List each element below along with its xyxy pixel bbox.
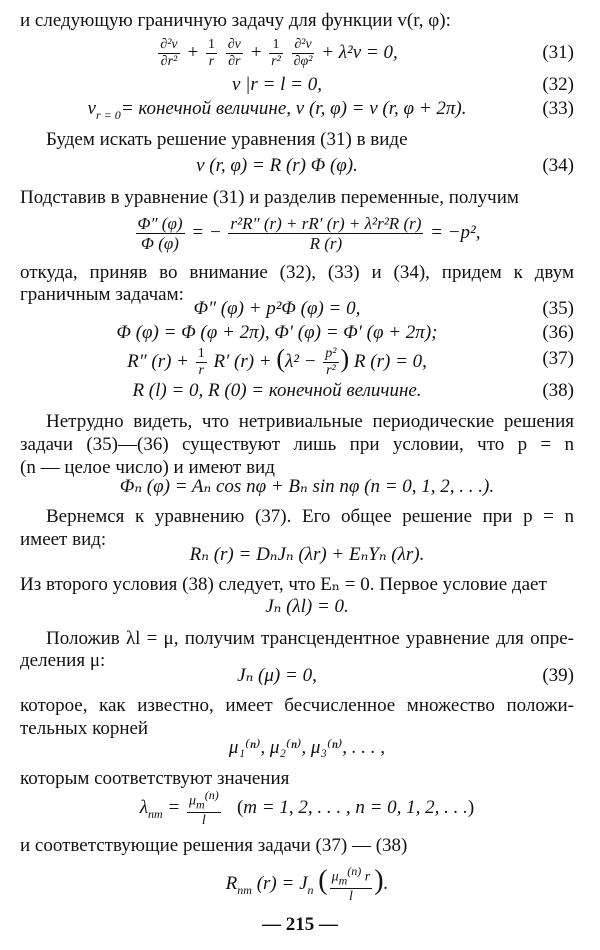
text-line: Будем искать решение уравнения (31) в виде	[46, 129, 408, 150]
text-line: которое, как известно, имеет бесчисленное множество положи-	[20, 695, 574, 716]
equation-33: $v_{r = 0}=$ конечной величине, v (r, φ) = v (r, φ + 2π). (33)	[40, 94, 574, 124]
equation-number: (32)	[542, 74, 574, 95]
text-line: тельных корней	[20, 718, 149, 739]
text-line: Вернемся к уравнению (37). Его общее решение при p = n	[46, 506, 574, 527]
equation-38: R (l) = 0, R (0) = конечной величине. (38)	[40, 376, 574, 406]
text-line: (n — целое число) и имеют вид	[20, 457, 275, 478]
equation-roots: μ₁⁽ⁿ⁾, μ₂⁽ⁿ⁾, μ₃⁽ⁿ⁾, . . . ,	[228, 737, 386, 758]
equation-number: (31)	[542, 42, 574, 63]
equation-32: v |r = l = 0, (32)	[40, 70, 574, 100]
text-line: Из второго условия (38) следует, что Eₙ = 0. Первое условие дает	[20, 574, 547, 595]
equation-number: (35)	[542, 298, 574, 319]
text-line: которым соответствуют значения	[20, 768, 290, 789]
equation-number: (33)	[542, 98, 574, 119]
text-line: граничным задачам:	[20, 284, 184, 305]
text-line: откуда, приняв во внимание (32), (33) и (34), придем к двум	[20, 262, 574, 283]
equation-35: Φ″ (φ) + p²Φ (φ) = 0, (35)	[40, 294, 574, 324]
equation-number: (37)	[542, 348, 574, 369]
text-line: Подставив в уравнение (31) и разделив переменные, получим	[20, 187, 519, 208]
text-line: задачи (35)—(36) существуют лишь при условии, что p = n	[20, 434, 574, 455]
equation-36: Φ (φ) = Φ (φ + 2π), Φ′ (φ) = Φ′ (φ + 2π); (36)	[40, 318, 574, 348]
equation-number: (39)	[542, 665, 574, 686]
equation-lambda-nm: $\lambda_{nm}$ = $\frac{\mu_m^{(n)}}{l}$ (m = 1, 2, . . . , n = 0, 1, 2, . . .)	[139, 788, 475, 828]
text-line: имеет вид:	[20, 529, 107, 550]
page-number: — 215 —	[262, 914, 338, 935]
equation-31: $\frac{\text{∂²v}}{\text{∂r²}}$ + $\frac{1}{r}$ $\frac{\partial v}{\partial r}$ + $\frac{1}{\text{r²}}$ $\frac{\text{∂²v}}{\text{∂φ²}}$ + λ²v = 0, (31)	[160, 37, 574, 70]
equation-separation: $\frac{\Phi'' (\varphi)}{\Phi (\varphi)}$ = − $\frac{\text{r²R″ (r) + rR′ (r) + λ²r²R (r)}}{R (r)}$ = −p²,	[137, 214, 481, 254]
equation-number: (38)	[542, 380, 574, 401]
equation-R-nm: $R_{nm}$ $(r) = J_n$ ( $\frac{\mu_m^{(n)} r}{l}$ ).	[225, 864, 389, 904]
equation-general-solution: Rₙ (r) = DₙJₙ (λr) + EₙYₙ (λr).	[189, 544, 425, 565]
equation-bessel-condition: Jₙ (λl) = 0.	[265, 596, 349, 617]
text-line: и соответствующие решения задачи (37) — (38)	[20, 835, 408, 856]
equation-37: R″ (r) + $\frac{1}{r}$ R′ (r) + (λ² − $\frac{\text{p²}}{\text{r²}}$ ) R (r) = 0, (37)	[40, 340, 574, 378]
text-line: деления μ:	[20, 650, 106, 671]
equation-number: (36)	[542, 322, 574, 343]
equation-phi-n: Φₙ (φ) = Aₙ cos nφ + Bₙ sin nφ (n = 0, 1, 2, . . .).	[119, 476, 495, 497]
equation-39: Jₙ (μ) = 0, (39)	[40, 661, 574, 691]
text-line: и следующую граничную задачу для функции v(r, φ):	[20, 10, 451, 31]
text-line: Нетрудно видеть, что нетривиальные периодические решения	[46, 411, 574, 432]
equation-34: v (r, φ) = R (r) Φ (φ). (34)	[40, 151, 574, 181]
text-line: Положив λl = μ, получим трансцендентное уравнение для опре-	[46, 628, 574, 649]
equation-number: (34)	[542, 155, 574, 176]
